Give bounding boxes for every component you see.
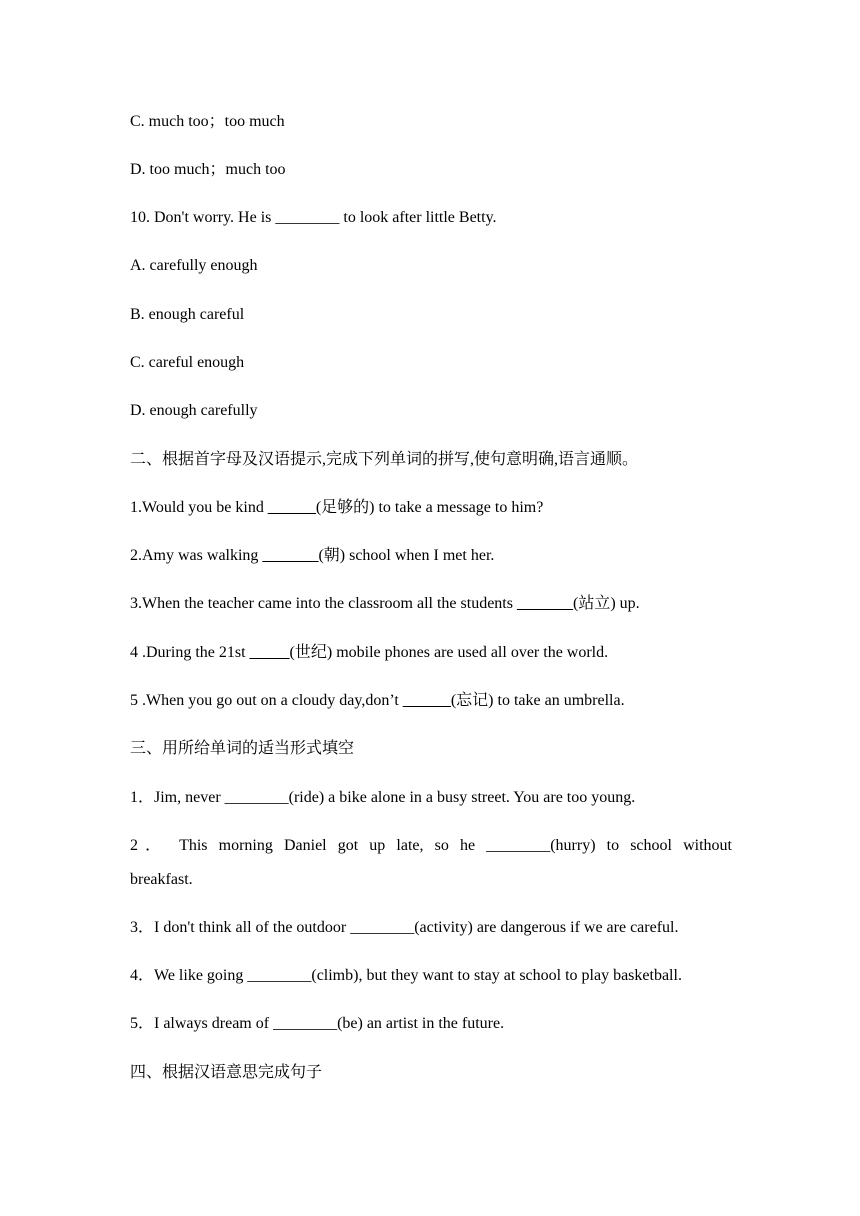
section3-item-2-line-2: breakfast.	[130, 871, 193, 888]
q10-option-b: B. enough careful	[130, 306, 245, 323]
answer-blank: _______	[262, 547, 319, 564]
section3-item-5: 5．I always dream of ________(be) an artist in the future.	[130, 1015, 505, 1032]
section3-heading: 三、用所给单词的适当形式填空	[130, 740, 355, 757]
item-text: (足够的) to take a message to him?	[315, 499, 544, 516]
section2-item-4	[130, 643, 732, 663]
q10-stem: 10. Don't worry. He is ________ to look after little Betty.	[130, 209, 497, 226]
answer-blank: _______	[516, 595, 573, 612]
item-text: 2.Amy was walking	[130, 547, 263, 564]
section4-heading: 四、根据汉语意思完成句子	[130, 1064, 323, 1081]
item-text: 3.When the teacher came into the classroom all the students	[130, 595, 517, 612]
answer-blank: ______	[267, 499, 316, 516]
q10-option-d: D. enough carefully	[130, 402, 258, 419]
section2-item-3	[130, 594, 732, 614]
q9-option-d: D. too much；much too	[130, 161, 286, 178]
section2-item-5	[130, 691, 732, 711]
q9-option-c: C. much too；too much	[130, 113, 285, 130]
section3-item-3: 3．I don't think all of the outdoor ________(activity) are dangerous if we are careful.	[130, 919, 679, 936]
item-text: 4 .During the 21st	[130, 644, 250, 661]
section2-item-2	[130, 546, 732, 566]
item-text: (世纪) mobile phones are used all over the world.	[289, 644, 609, 661]
item-text: (朝) school when I met her.	[318, 547, 495, 564]
section3-item-2-line-1: 2． This morning Daniel got up late, so he ________(hurry) to school without	[130, 837, 732, 854]
section2-item-1	[130, 498, 732, 518]
section3-item-1: 1．Jim, never ________(ride) a bike alone in a busy street. You are too young.	[130, 789, 636, 806]
q10-option-c: C. careful enough	[130, 354, 245, 371]
item-text: 1.Would you be kind	[130, 499, 268, 516]
section3-item-4: 4．We like going ________(climb), but they want to stay at school to play basketball.	[130, 967, 682, 984]
item-text: 5 .When you go out on a cloudy day,don’t	[130, 692, 403, 709]
section2-heading: 二、根据首字母及汉语提示,完成下列单词的拼写,使句意明确,语言通顺。	[130, 451, 639, 468]
answer-blank: _____	[249, 644, 290, 661]
q10-option-a: A. carefully enough	[130, 257, 258, 274]
item-text: (忘记) to take an umbrella.	[450, 692, 625, 709]
answer-blank: ______	[402, 692, 451, 709]
item-text: (站立) up.	[572, 595, 640, 612]
